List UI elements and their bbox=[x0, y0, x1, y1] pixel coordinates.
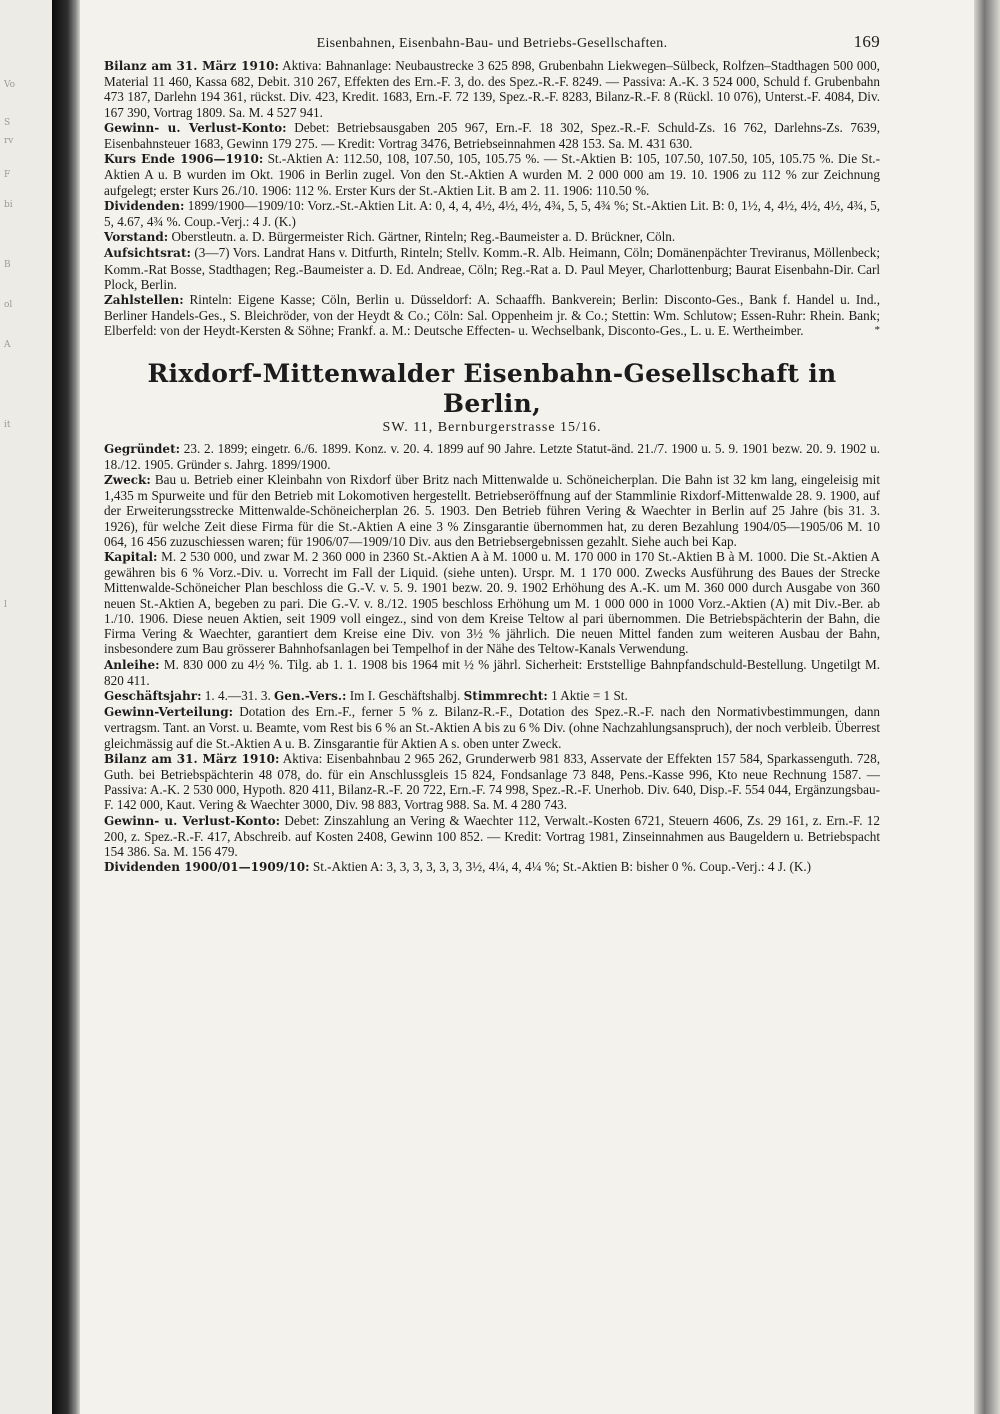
entry-text: Dotation des Ern.-F., ferner 5 % z. Bilanz-R.-F., Dotation des Spez.-R.-F. nach den Normativbestimmungen, dann vertragsm. Tant. an Vorst. u. Beamte, vom Rest bis 6 % an St.-Aktien A bis zu 6 % Div. (ohne Nachzahlungsanspruch), der noch verbleib. Überrest gleichmässig auf die St.-Aktien A u. B. Zinsgarantie für Aktien A s. oben unter Zweck. bbox=[104, 704, 881, 751]
entry-label: Kurs Ende 1906—1910: bbox=[104, 152, 264, 167]
dividenden-entry bbox=[104, 859, 880, 875]
anleihe-entry bbox=[104, 657, 880, 688]
entry-text: Oberstleutn. a. D. Bürgermeister Rich. Gärtner, Rinteln; Reg.-Baumeister a. D. Brückner, Cöln. bbox=[171, 229, 676, 245]
gewinn-verteilung-entry bbox=[104, 704, 880, 751]
ghost-letter: ol bbox=[4, 300, 13, 310]
vorstand-entry bbox=[104, 229, 880, 245]
entry-label: Zweck: bbox=[104, 473, 151, 488]
ghost-letter: F bbox=[4, 170, 11, 180]
entry-text: Rinteln: Eigene Kasse; Cöln, Berlin u. Düsseldorf: A. Schaaffh. Bankverein; Berlin: Disconto-Ges., Bank f. Handel u. Ind., Berliner Handels-Ges., S. Bleichröder, von der Heydt & Co.; Cöln: Sal. Oppenheim jr. & Co.; Stettin: Wm. Schlutow; Essen-Ruhr: Rhein. Bank; Elberfeld: von der Heydt-Kersten & Söhne; Frankf. a. M.: Deutsche Effecten- u. Wechselbank, Disconto-Ges., L. u. E. Wertheimber. bbox=[104, 292, 881, 339]
entry-label: Vorstand: bbox=[104, 230, 169, 245]
right-page-edge bbox=[974, 0, 1000, 1414]
entry-text: 1. 4.—31. 3. bbox=[204, 687, 271, 703]
zahlstellen-entry bbox=[104, 292, 880, 339]
document-page bbox=[104, 32, 881, 875]
entry-text: Debet: Zinszahlung an Vering & Waechter 112, Verwalt.-Kosten 6721, Steuern 4606, Zs. 29 161, z. Ern.-F. 12 200, z. Spez.-R.-F. 417, Abschreib. auf Kosten 2408, Gewinn 100 852. — Kredit: Vortrag 1981, Zinseinnahmen aus Baugeldern u. Betriebspacht 154 386. Sa. M. 156 479. bbox=[104, 812, 880, 859]
company-title: Rixdorf-Mittenwalder Eisenbahn-Gesellschaft in Berlin, bbox=[147, 358, 837, 418]
entry-text: Debet: Betriebsausgaben 205 967, Ern.-F. 18 302, Spez.-R.-F. Schuld-Zs. 16 762, Darlehns-Zs. 7639, Eisenbahnsteuer 1683, Gewinn 179 275. — Kredit: Vortrag 3476, Betriebseinnahmen 428 153. Sa. M. 431 630. bbox=[104, 119, 881, 152]
entry-text: (3—7) Vors. Landrat Hans v. Ditfurth, Rinteln; Stellv. Komm.-R. Alb. Heimann, Cöln; Domänenpächter Treviranus, Möllenbeck; Komm.-Rat Bosse, Stadthagen; Reg.-Baumeister a. D. Ed. Andreae, Cöln; Reg.-Rat a. D. Paul Meyer, Charlottenburg; Baurat Eisenbahn-Dir. Carl Plock, Berlin. bbox=[104, 245, 881, 292]
entry-label: Gen.-Vers.: bbox=[274, 688, 347, 703]
page-header bbox=[104, 32, 880, 58]
page-number: 169 bbox=[853, 32, 880, 51]
entry-label: Gewinn- u. Verlust-Konto: bbox=[104, 120, 287, 135]
entry-text: Bau u. Betrieb einer Kleinbahn von Rixdorf über Britz nach Mittenwalde u. Schöneicherplan. Die Bahn ist 32 km lang, eingeleisig mit 1,435 m Spurweite und für den Betrieb mit Lokomotiven hergestellt. Betriebseröffnung auf der Stammlinie Rixdorf-Mittenwalde 28. 9. 1900, auf der Erweiterungsstrecke Mittenwalde-Schöneicherplan 26. 5. 1903. Den Betrieb führen Vering & Waechter in Berlin auf 25 Jahre (bis 31. 3. 1926), für welche Zeit diese Firma für die St.-Aktien A eine 3 % Zinsgarantie übernommen hat, zu deren Bezahlung 1904/05—1905/06 M. 10 064, 16 456 zuzuschiessen waren; für 1906/07—1909/10 Div. aus den Betriebsergebnissen gezahlt. Siehe auch bei Kap. bbox=[104, 472, 880, 549]
entry-text: St.-Aktien A: 112.50, 108, 107.50, 105, 105.75 %. — St.-Aktien B: 105, 107.50, 107.50, 105, 105.75 %. Die St.-Aktien A u. B wurden im Okt. 1906 in Berlin zugel. Von den St.-Aktien A wurden M. 2 000 000 am 19. 10. 1906 zu 112 % zur Zeichnung aufgelegt; erster Kurs 26./10. 1906: 112 %. Erster Kurs der St.-Aktien Lit. B am 2. 11. 1906: 110.50 %. bbox=[104, 151, 880, 198]
entry-label: Zahlstellen: bbox=[104, 293, 184, 308]
company-address: SW. 11, Bernburgerstrasse 15/16. bbox=[382, 419, 602, 435]
entry-label: Bilanz am 31. März 1910: bbox=[104, 751, 280, 766]
entry-label: Bilanz am 31. März 1910: bbox=[104, 59, 279, 73]
gewinn-verlust-entry bbox=[104, 813, 880, 860]
entry-text: 1899/1900—1909/10: Vorz.-St.-Aktien Lit. A: 0, 4, 4, 4½, 4½, 4½, 4¾, 5, 5, 4¾ %; St.-Aktien Lit. B: 0, 1½, 4, 4½, 4½, 4½, 4¾, 5, 5, 4.67, 4¾ %. Coup.-Verj.: 4 J. (K.) bbox=[104, 197, 880, 230]
ghost-letter: it bbox=[4, 420, 11, 430]
ghost-letter: rv bbox=[4, 136, 14, 146]
entry-label: Gewinn- u. Verlust-Konto: bbox=[104, 813, 281, 828]
gewinn-verlust-entry bbox=[104, 120, 880, 151]
dividenden-entry bbox=[104, 198, 880, 229]
geschaeftsjahr-entry bbox=[104, 688, 880, 704]
ghost-letter: Vo bbox=[4, 80, 16, 90]
entry-text: M. 2 530 000, und zwar M. 2 360 000 in 2360 St.-Aktien A à M. 1000 u. M. 170 000 in 170 St.-Aktien B à M. 1000. Die St.-Aktien A gewähren bis 6 % Vorz.-Div. u. Vorrecht im Fall der Liquid. (siehe unten). Urspr. M. 1 170 000. Zwecks Ausführung des Baues der Strecke Mittenwalde-Schöneicher Plan beschloss die G.-V. v. 5. 9. 1901 bezw. 20. 9. 1902 Erhöhung des A.-K. um M. 360 000 durch Ausgabe von 360 neuen St.-Aktien A, begeben zu pari. Die G.-V. v. 8./12. 1905 beschloss Erhöhung um M. 1 000 000 in 1000 Vorz.-Aktien (A) mit Div.-Ber. ab 1./10. 1906. Diese neuen Aktien, seit 1909 voll eingez., sind von dem Kreise Teltow al pari übernommen. Die Betriebspächterin der Bahn, die Firma Vering & Waechter, garantiert dem Kreise eine Div. von 3½ % jährlich. Die neuen Mittel fanden zum weiteren Ausbau der Bahn, insbesondere zum Bau grösserer Bahnhofsanlagen bei Tempelhof in der Nähe des Teltow-Kanals Verwendung. bbox=[104, 549, 880, 657]
entry-text: Aktiva: Eisenbahnbau 2 965 262, Grunderwerb 981 833, Asservate der Effekten 157 584, Sparkassenguth. 728, Guth. bei Betriebspächterin 48 078, do. für ein Anschlussgleis 15 824, Fondsanlage 73 848, Pens.-Kasse 996, Kto neue Rechnung 1587. — Passiva: A.-K. 2 530 000, Hypoth. 820 411, Bilanz-R.-F. 20 722, Ern.-F. 74 998, Spez.-R.-F. Unerhob. Div. 640, Disp.-F. 554 044, Ergänzungsbau-F. 142 000, Kaut. Vering & Waechter 3000, Div. 98 883, Vortrag 988. Sa. M. 4 280 743. bbox=[104, 750, 880, 813]
entry-text: M. 830 000 zu 4½ %. Tilg. ab 1. 1. 1908 bis 1964 mit ½ % jährl. Sicherheit: Erststellige Bahnpfandschuld-Bestellung. Ungetilgt M. 820 411. bbox=[104, 656, 880, 688]
entry-label: Dividenden: bbox=[104, 198, 185, 213]
end-mark: * bbox=[874, 324, 880, 337]
running-title: Eisenbahnen, Eisenbahn-Bau- und Betriebs-Gesellschaften. bbox=[316, 36, 668, 51]
bilanz-entry bbox=[104, 751, 880, 813]
entry-text: St.-Aktien A: 3, 3, 3, 3, 3, 3, 3½, 4¼, 4, 4¼ %; St.-Aktien B: bisher 0 %. Coup.-Verj.: 4 J. (K.) bbox=[312, 859, 812, 875]
entry-label: Kapital: bbox=[104, 550, 158, 565]
ghost-letter: S bbox=[4, 118, 11, 128]
entry-label: Gewinn-Verteilung: bbox=[104, 705, 234, 720]
entry-label: Dividenden 1900/01—1909/10: bbox=[104, 860, 310, 875]
entry-text: 1 Aktie = 1 St. bbox=[551, 687, 628, 703]
left-page-edge bbox=[0, 0, 52, 1414]
book-binding-shadow bbox=[52, 0, 80, 1414]
entry-label: Geschäftsjahr: bbox=[104, 688, 202, 703]
kurs-entry bbox=[104, 151, 880, 198]
ghost-letter: B bbox=[4, 260, 11, 270]
zweck-entry bbox=[104, 472, 880, 549]
entry-label: Anleihe: bbox=[104, 657, 160, 672]
entry-label: Stimmrecht: bbox=[463, 688, 548, 703]
bilanz-entry bbox=[104, 58, 880, 120]
gegruendet-entry bbox=[104, 441, 880, 472]
entry-text: Im I. Geschäftshalbj. bbox=[349, 687, 461, 703]
ghost-letter: l bbox=[4, 600, 7, 610]
entry-label: Gegründet: bbox=[104, 441, 181, 456]
entry-text: Aktiva: Bahnanlage: Neubaustrecke 3 625 898, Grubenbahn Liekwegen–Sülbeck, Rolfzen–Stadthagen 500 000, Material 11 460, Kassa 682, Debit. 310 267, Effekten des Ern.-F. 3, do. des Spez.-R.-F. 8249. — Passiva: A.-K. 3 524 000, Schuld f. Grubenbahn 473 187, Darlehn 194 361, rückst. Div. 423, Kredit. 1683, Ern.-F. 72 139, Spez.-R.-F. 8283, Bilanz-R.-F. 8 (Rückl. 10 076), Unterst.-F. 4084, Div. 167 390, Vortrag 1809. Sa. M. 4 527 941. bbox=[104, 58, 880, 120]
ghost-letter: A bbox=[4, 340, 11, 350]
ghost-letter: bi bbox=[4, 200, 13, 210]
kapital-entry bbox=[104, 549, 880, 656]
entry-label: Aufsichtsrat: bbox=[104, 246, 191, 261]
entry-text: 23. 2. 1899; eingetr. 6./6. 1899. Konz. v. 20. 4. 1899 auf 90 Jahre. Letzte Statut-änd. 21./7. 1900 u. 5. 9. 1901 bezw. 20. 9. 1902 u. 18./12. 1905. Gründer s. Jahrg. 1899/1900. bbox=[104, 440, 880, 472]
aufsichtsrat-entry bbox=[104, 245, 880, 292]
